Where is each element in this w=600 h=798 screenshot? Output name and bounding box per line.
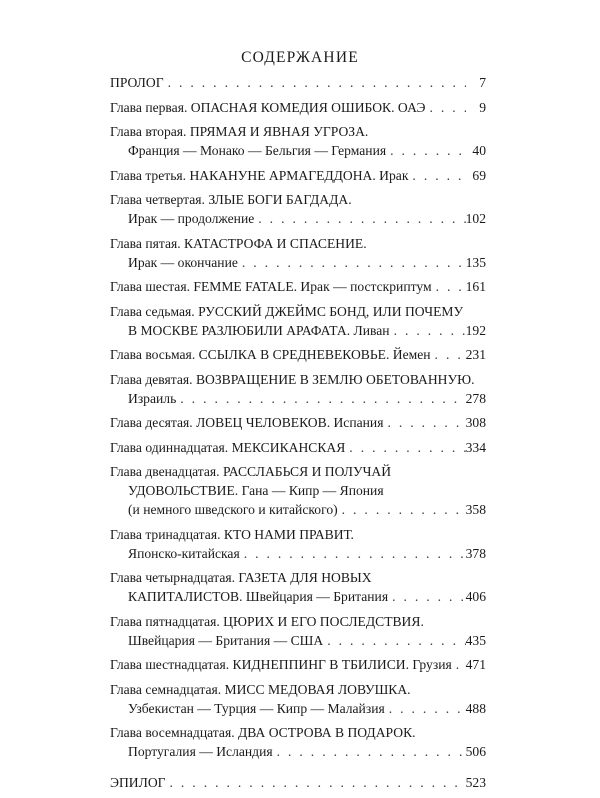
dot-leader <box>431 345 466 364</box>
toc-entry <box>110 166 486 185</box>
toc-entry <box>110 302 486 340</box>
toc-entry <box>110 190 486 228</box>
toc-entry-title: Ирак — продолжение <box>128 211 255 226</box>
toc-page-number: 435 <box>465 632 486 648</box>
toc-entry-title: Глава шестнадцатая. КИДНЕППИНГ В ТБИЛИСИ. Грузия <box>110 657 452 672</box>
toc-entry-row <box>110 500 486 519</box>
toc-entry <box>110 234 486 272</box>
toc-entry-heading-line: Глава вторая. ПРЯМАЯ И ЯВНАЯ УГРОЗА. <box>110 124 369 139</box>
toc-page-number: 40 <box>472 143 486 158</box>
toc-entry-heading-line: Глава четырнадцатая. ГАЗЕТА ДЛЯ НОВЫХ <box>110 570 372 585</box>
dot-leader <box>164 73 466 92</box>
dot-leader <box>345 438 465 457</box>
toc-page-number: 471 <box>465 657 486 672</box>
toc-entry-row <box>110 438 486 457</box>
toc-entry-title: Глава десятая. ЛОВЕЦ ЧЕЛОВЕКОВ. Испания <box>110 415 384 430</box>
toc-page-number: 308 <box>465 415 486 430</box>
toc-entry-heading-line: УДОВОЛЬСТВИЕ. Гана — Кипр — Япония <box>128 483 384 498</box>
toc-entry <box>110 438 486 457</box>
dot-leader <box>273 742 466 761</box>
toc-entry-title: Франция — Монако — Бельгия — Германия <box>128 143 387 158</box>
toc-page-number: 506 <box>465 744 486 759</box>
toc-entry <box>110 98 486 117</box>
toc-page-number: 9 <box>479 99 486 115</box>
toc-page-number: 161 <box>465 279 486 294</box>
dot-leader <box>408 166 466 185</box>
toc-entry <box>110 345 486 364</box>
dot-leader <box>383 413 465 432</box>
dot-leader <box>240 544 466 563</box>
toc-entry-heading-line: Глава седьмая. РУССКИЙ ДЖЕЙМС БОНД, ИЛИ ПОЧЕМУ <box>110 303 464 319</box>
toc-entry <box>110 773 486 792</box>
toc-page-number: 334 <box>465 439 486 455</box>
toc-entry-title: ЭПИЛОГ <box>110 775 166 790</box>
dot-leader <box>166 773 466 792</box>
toc-entry-title: Ирак — окончание <box>128 254 238 270</box>
toc-entry-title: ПРОЛОГ <box>110 75 164 90</box>
toc-entry-row <box>110 277 486 296</box>
toc-page-number: 192 <box>465 322 486 338</box>
toc-entry-title: Израиль <box>128 390 177 406</box>
dot-leader <box>426 98 466 117</box>
dot-leader <box>238 253 466 272</box>
toc-entry-title: Швейцария — Британия — США <box>128 632 324 648</box>
toc-entry-title: В МОСКВЕ РАЗЛЮБИЛИ АРАФАТА. Ливан <box>128 322 390 338</box>
toc-page-number: 69 <box>472 167 486 183</box>
toc-entry-title: КАПИТАЛИСТОВ. Швейцария — Британия <box>128 589 389 604</box>
toc-entry-title: (и немного шведского и китайского) <box>128 502 338 517</box>
toc-entry-row <box>110 742 486 761</box>
toc-entry <box>110 612 486 650</box>
toc-entry <box>110 723 486 761</box>
dot-leader <box>432 277 466 296</box>
toc-entry-row <box>110 631 486 650</box>
toc-entry-title: Глава восьмая. ССЫЛКА В СРЕДНЕВЕКОВЬЕ. Йемен <box>110 347 431 362</box>
toc-entry-row <box>110 544 486 563</box>
dot-leader <box>452 655 466 674</box>
toc-entry-title: Глава шестая. FEMME FATALE. Ирак — постскриптум <box>110 279 432 294</box>
toc-entry-row <box>110 389 486 408</box>
toc-entry-title: Португалия — Исландия <box>128 744 273 759</box>
table-of-contents <box>110 73 486 798</box>
dot-leader <box>386 141 466 160</box>
toc-entry-heading-line: Глава двенадцатая. РАССЛАБЬСЯ И ПОЛУЧАЙ <box>110 464 392 479</box>
toc-entry-row <box>110 98 486 117</box>
toc-entry-title: Глава одиннадцатая. МЕКСИКАНСКАЯ <box>110 439 346 455</box>
toc-entry-title: Узбекистан — Турция — Кипр — Малайзия <box>128 700 385 716</box>
dot-leader <box>323 631 465 650</box>
toc-page-number: 231 <box>465 347 486 362</box>
toc-entry <box>110 370 486 408</box>
toc-entry-title: Глава третья. НАКАНУНЕ АРМАГЕДДОНА. Ирак <box>110 167 409 183</box>
toc-entry <box>110 73 486 92</box>
toc-entry-row <box>110 253 486 272</box>
toc-entry-heading-line: Глава восемнадцатая. ДВА ОСТРОВА В ПОДАРОК. <box>110 725 416 740</box>
toc-entry-heading-line: Глава девятая. ВОЗВРАЩЕНИЕ В ЗЕМЛЮ ОБЕТОВАННУЮ. <box>110 371 475 387</box>
toc-entry-row <box>110 699 486 718</box>
toc-entry-row <box>110 413 486 432</box>
toc-entry-row <box>110 345 486 364</box>
toc-entry <box>110 122 486 160</box>
toc-entry <box>110 413 486 432</box>
toc-entry-heading-line: Глава семнадцатая. МИСС МЕДОВАЯ ЛОВУШКА. <box>110 681 411 697</box>
toc-page-number: 378 <box>465 545 486 561</box>
toc-entry-title: Глава первая. ОПАСНАЯ КОМЕДИЯ ОШИБОК. ОАЭ <box>110 99 426 115</box>
dot-leader <box>385 699 466 718</box>
page-title: СОДЕРЖАНИЕ <box>241 49 359 66</box>
toc-entry <box>110 655 486 674</box>
toc-entry-heading-line: Глава тринадцатая. КТО НАМИ ПРАВИТ. <box>110 526 354 542</box>
toc-entry <box>110 462 486 519</box>
toc-page-number: 488 <box>465 700 486 716</box>
toc-entry-row <box>110 655 486 674</box>
toc-entry-row <box>110 773 486 792</box>
toc-page-number: 406 <box>465 589 486 604</box>
toc-entry-row <box>110 141 486 160</box>
toc-entry-heading-line: Глава пятнадцатая. ЦЮРИХ И ЕГО ПОСЛЕДСТВИЯ. <box>110 613 424 629</box>
toc-page-number: 523 <box>465 775 486 790</box>
toc-entry <box>110 525 486 563</box>
toc-entry-row <box>110 166 486 185</box>
dot-leader <box>388 587 466 606</box>
toc-page-number: 358 <box>465 502 486 517</box>
toc-entry-row <box>110 73 486 92</box>
toc-entry-row <box>110 209 486 228</box>
toc-entry-heading-line: Глава четвертая. ЗЛЫЕ БОГИ БАГДАДА. <box>110 192 352 207</box>
dot-leader <box>338 500 466 519</box>
dot-leader <box>176 389 465 408</box>
toc-entry <box>110 568 486 606</box>
toc-page-number: 278 <box>465 390 486 406</box>
dot-leader <box>254 209 465 228</box>
toc-entry <box>110 680 486 718</box>
toc-entry <box>110 277 486 296</box>
toc-page-number: 135 <box>465 254 486 270</box>
toc-entry-row <box>110 587 486 606</box>
dot-leader <box>390 321 466 340</box>
toc-page-number: 7 <box>479 75 486 90</box>
toc-page-number: 102 <box>465 211 486 226</box>
toc-entry-row <box>110 321 486 340</box>
toc-entry-title: Японско-китайская <box>128 545 240 561</box>
toc-entry-heading-line: Глава пятая. КАТАСТРОФА И СПАСЕНИЕ. <box>110 235 367 251</box>
